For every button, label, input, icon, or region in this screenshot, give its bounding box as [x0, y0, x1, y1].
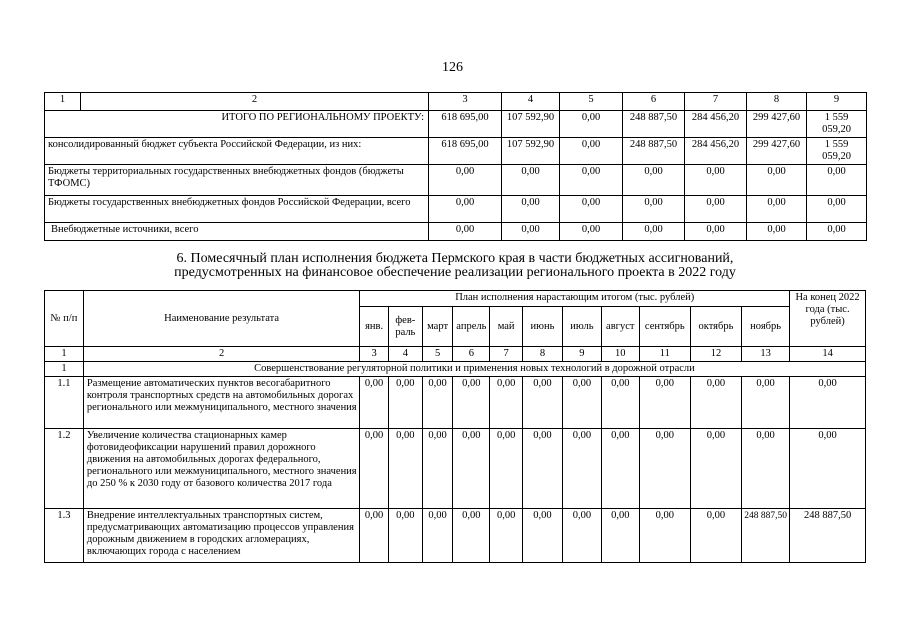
month-value: 0,00 [360, 509, 389, 563]
month-value: 0,00 [388, 509, 422, 563]
table1-cell: 618 695,00 [429, 111, 502, 138]
table1-cell: 0,00 [807, 165, 867, 196]
month-header: май [490, 307, 523, 347]
year-end-value: 0,00 [790, 377, 866, 429]
table1-cell: 299 427,60 [747, 138, 807, 165]
table1-cell: 0,00 [685, 196, 747, 223]
table1-header-row [45, 93, 867, 111]
month-header: октябрь [690, 307, 741, 347]
table1-cell: 0,00 [807, 223, 867, 241]
table2-header-row [45, 291, 866, 307]
table1-cell: 0,00 [560, 138, 623, 165]
result-name: Увеличение количества стационарных камер фотовидеофиксации нарушений правил дорожного движения на автомобильных дорогах федерального, регионального или межмуниципального, местного значения до 250 % к 2030 году от базового количества 2017 года [83, 429, 359, 509]
table1-cell: 299 427,60 [747, 111, 807, 138]
month-header: август [601, 307, 639, 347]
section-title [44, 252, 866, 280]
month-value: 0,00 [523, 429, 563, 509]
table1-cell: 0,00 [560, 111, 623, 138]
table1-row-label: Бюджеты государственных внебюджетных фондов Российской Федерации, всего [45, 196, 429, 223]
month-value: 0,00 [453, 509, 490, 563]
table1-row-total [45, 111, 867, 138]
month-value: 0,00 [742, 377, 790, 429]
table1-cell: 284 456,20 [685, 111, 747, 138]
column-number: 1 [45, 347, 84, 362]
column-number: 10 [601, 347, 639, 362]
table1-header-cell: 4 [502, 93, 560, 111]
month-header: сентябрь [639, 307, 690, 347]
table1-cell: 107 592,90 [502, 111, 560, 138]
column-header-end-of-year: На конец 2022 года (тыс. рублей) [790, 291, 866, 347]
table1-cell: 1 559 059,20 [807, 138, 867, 165]
month-value: 0,00 [690, 509, 741, 563]
section-title-line: предусмотренных на финансовое обеспечение реализации регионального проекта в 2022 году [174, 265, 736, 280]
table1-row-tfoms [45, 165, 867, 196]
month-header: апрель [453, 307, 490, 347]
page-number: 126 [442, 60, 463, 75]
table1-cell: 0,00 [623, 196, 685, 223]
section-number: 1 [45, 362, 84, 377]
budget-summary-table [44, 92, 867, 241]
column-number: 3 [360, 347, 389, 362]
month-value: 0,00 [601, 509, 639, 563]
table1-row-consolidated [45, 138, 867, 165]
month-value: 0,00 [388, 429, 422, 509]
row-number: 1.2 [45, 429, 84, 509]
table1-cell: 618 695,00 [429, 138, 502, 165]
table1-row-label: ИТОГО ПО РЕГИОНАЛЬНОМУ ПРОЕКТУ: [45, 111, 429, 138]
table1-cell: 0,00 [685, 223, 747, 241]
table1-cell: 0,00 [747, 196, 807, 223]
month-value: 0,00 [562, 429, 601, 509]
table1-cell: 248 887,50 [623, 111, 685, 138]
column-number: 13 [742, 347, 790, 362]
table-row [45, 509, 866, 563]
table1-cell: 0,00 [560, 165, 623, 196]
month-header: март [422, 307, 453, 347]
table1-header-cell: 9 [807, 93, 867, 111]
month-value: 0,00 [490, 509, 523, 563]
table1-cell: 0,00 [429, 165, 502, 196]
table1-header-cell: 6 [623, 93, 685, 111]
month-header: фев-раль [388, 307, 422, 347]
row-number: 1.3 [45, 509, 84, 563]
table-row [45, 429, 866, 509]
table1-cell: 0,00 [560, 223, 623, 241]
column-number: 14 [790, 347, 866, 362]
month-value: 0,00 [360, 429, 389, 509]
table1-cell: 0,00 [747, 165, 807, 196]
result-name: Внедрение интеллектуальных транспортных систем, предусматривающих автоматизацию процессов управления дорожным движением в городских агломерациях, включающих города с населением [83, 509, 359, 563]
table2-numbers-row [45, 347, 866, 362]
month-value: 0,00 [360, 377, 389, 429]
column-number: 2 [83, 347, 359, 362]
table1-header-cell: 3 [429, 93, 502, 111]
year-end-value: 248 887,50 [790, 509, 866, 563]
table1-cell: 0,00 [502, 196, 560, 223]
month-value: 0,00 [639, 429, 690, 509]
table1-header-cell: 1 [45, 93, 81, 111]
table1-cell: 0,00 [623, 165, 685, 196]
table-row [45, 377, 866, 429]
column-number: 12 [690, 347, 741, 362]
column-number: 7 [490, 347, 523, 362]
month-value: 0,00 [388, 377, 422, 429]
month-header: янв. [360, 307, 389, 347]
table1-cell: 0,00 [502, 223, 560, 241]
month-value: 0,00 [523, 509, 563, 563]
table1-cell: 0,00 [560, 196, 623, 223]
table1-row-extrabudgetary [45, 223, 867, 241]
result-name: Размещение автоматических пунктов весогабаритного контроля транспортных средств на автомобильных дорогах регионального или межмуниципального, местного значения [83, 377, 359, 429]
column-number: 8 [523, 347, 563, 362]
table1-cell: 248 887,50 [623, 138, 685, 165]
table1-row-label: консолидированный бюджет субъекта Российской Федерации, из них: [45, 138, 429, 165]
table1-row-label: Внебюджетные источники, всего [45, 223, 429, 241]
year-end-value: 0,00 [790, 429, 866, 509]
section-heading: Совершенствование регуляторной политики и применения новых технологий в дорожной отрасли [83, 362, 865, 377]
section-title-line: 6. Помесячный план исполнения бюджета Пермского края в части бюджетных ассигнований, [176, 251, 734, 266]
month-value: 0,00 [422, 429, 453, 509]
table1-header-cell: 7 [685, 93, 747, 111]
table1-cell: 0,00 [747, 223, 807, 241]
column-header-name: Наименование результата [83, 291, 359, 347]
table1-cell: 0,00 [429, 223, 502, 241]
table2-section-row [45, 362, 866, 377]
table1-cell: 1 559 059,20 [807, 111, 867, 138]
month-value: 0,00 [422, 509, 453, 563]
month-value: 0,00 [601, 377, 639, 429]
table1-cell: 0,00 [429, 196, 502, 223]
month-value: 0,00 [562, 509, 601, 563]
column-number: 4 [388, 347, 422, 362]
month-value: 0,00 [690, 429, 741, 509]
month-value: 0,00 [453, 377, 490, 429]
column-header-no: № п/п [45, 291, 84, 347]
table1-header-cell: 5 [560, 93, 623, 111]
column-number: 6 [453, 347, 490, 362]
table1-cell: 284 456,20 [685, 138, 747, 165]
month-value: 0,00 [639, 377, 690, 429]
table1-cell: 0,00 [685, 165, 747, 196]
monthly-plan-table [44, 290, 866, 563]
month-value: 0,00 [639, 509, 690, 563]
table1-header-cell: 8 [747, 93, 807, 111]
month-header: ноябрь [742, 307, 790, 347]
column-number: 5 [422, 347, 453, 362]
month-header: июнь [523, 307, 563, 347]
table1-row-label: Бюджеты территориальных государственных внебюджетных фондов (бюджеты ТФОМС) [45, 165, 429, 196]
month-value: 0,00 [523, 377, 563, 429]
table1-cell: 0,00 [623, 223, 685, 241]
table1-cell: 107 592,90 [502, 138, 560, 165]
month-value: 0,00 [490, 429, 523, 509]
table1-cell: 0,00 [502, 165, 560, 196]
month-value: 0,00 [742, 429, 790, 509]
table1-row-federal-funds [45, 196, 867, 223]
month-header: июль [562, 307, 601, 347]
column-number: 11 [639, 347, 690, 362]
column-number: 9 [562, 347, 601, 362]
month-value: 0,00 [562, 377, 601, 429]
row-number: 1.1 [45, 377, 84, 429]
month-value: 248 887,50 [742, 509, 790, 563]
column-header-plan: План исполнения нарастающим итогом (тыс. рублей) [360, 291, 790, 307]
month-value: 0,00 [422, 377, 453, 429]
month-value: 0,00 [490, 377, 523, 429]
month-value: 0,00 [690, 377, 741, 429]
month-value: 0,00 [453, 429, 490, 509]
table1-header-cell: 2 [81, 93, 429, 111]
month-value: 0,00 [601, 429, 639, 509]
table1-cell: 0,00 [807, 196, 867, 223]
